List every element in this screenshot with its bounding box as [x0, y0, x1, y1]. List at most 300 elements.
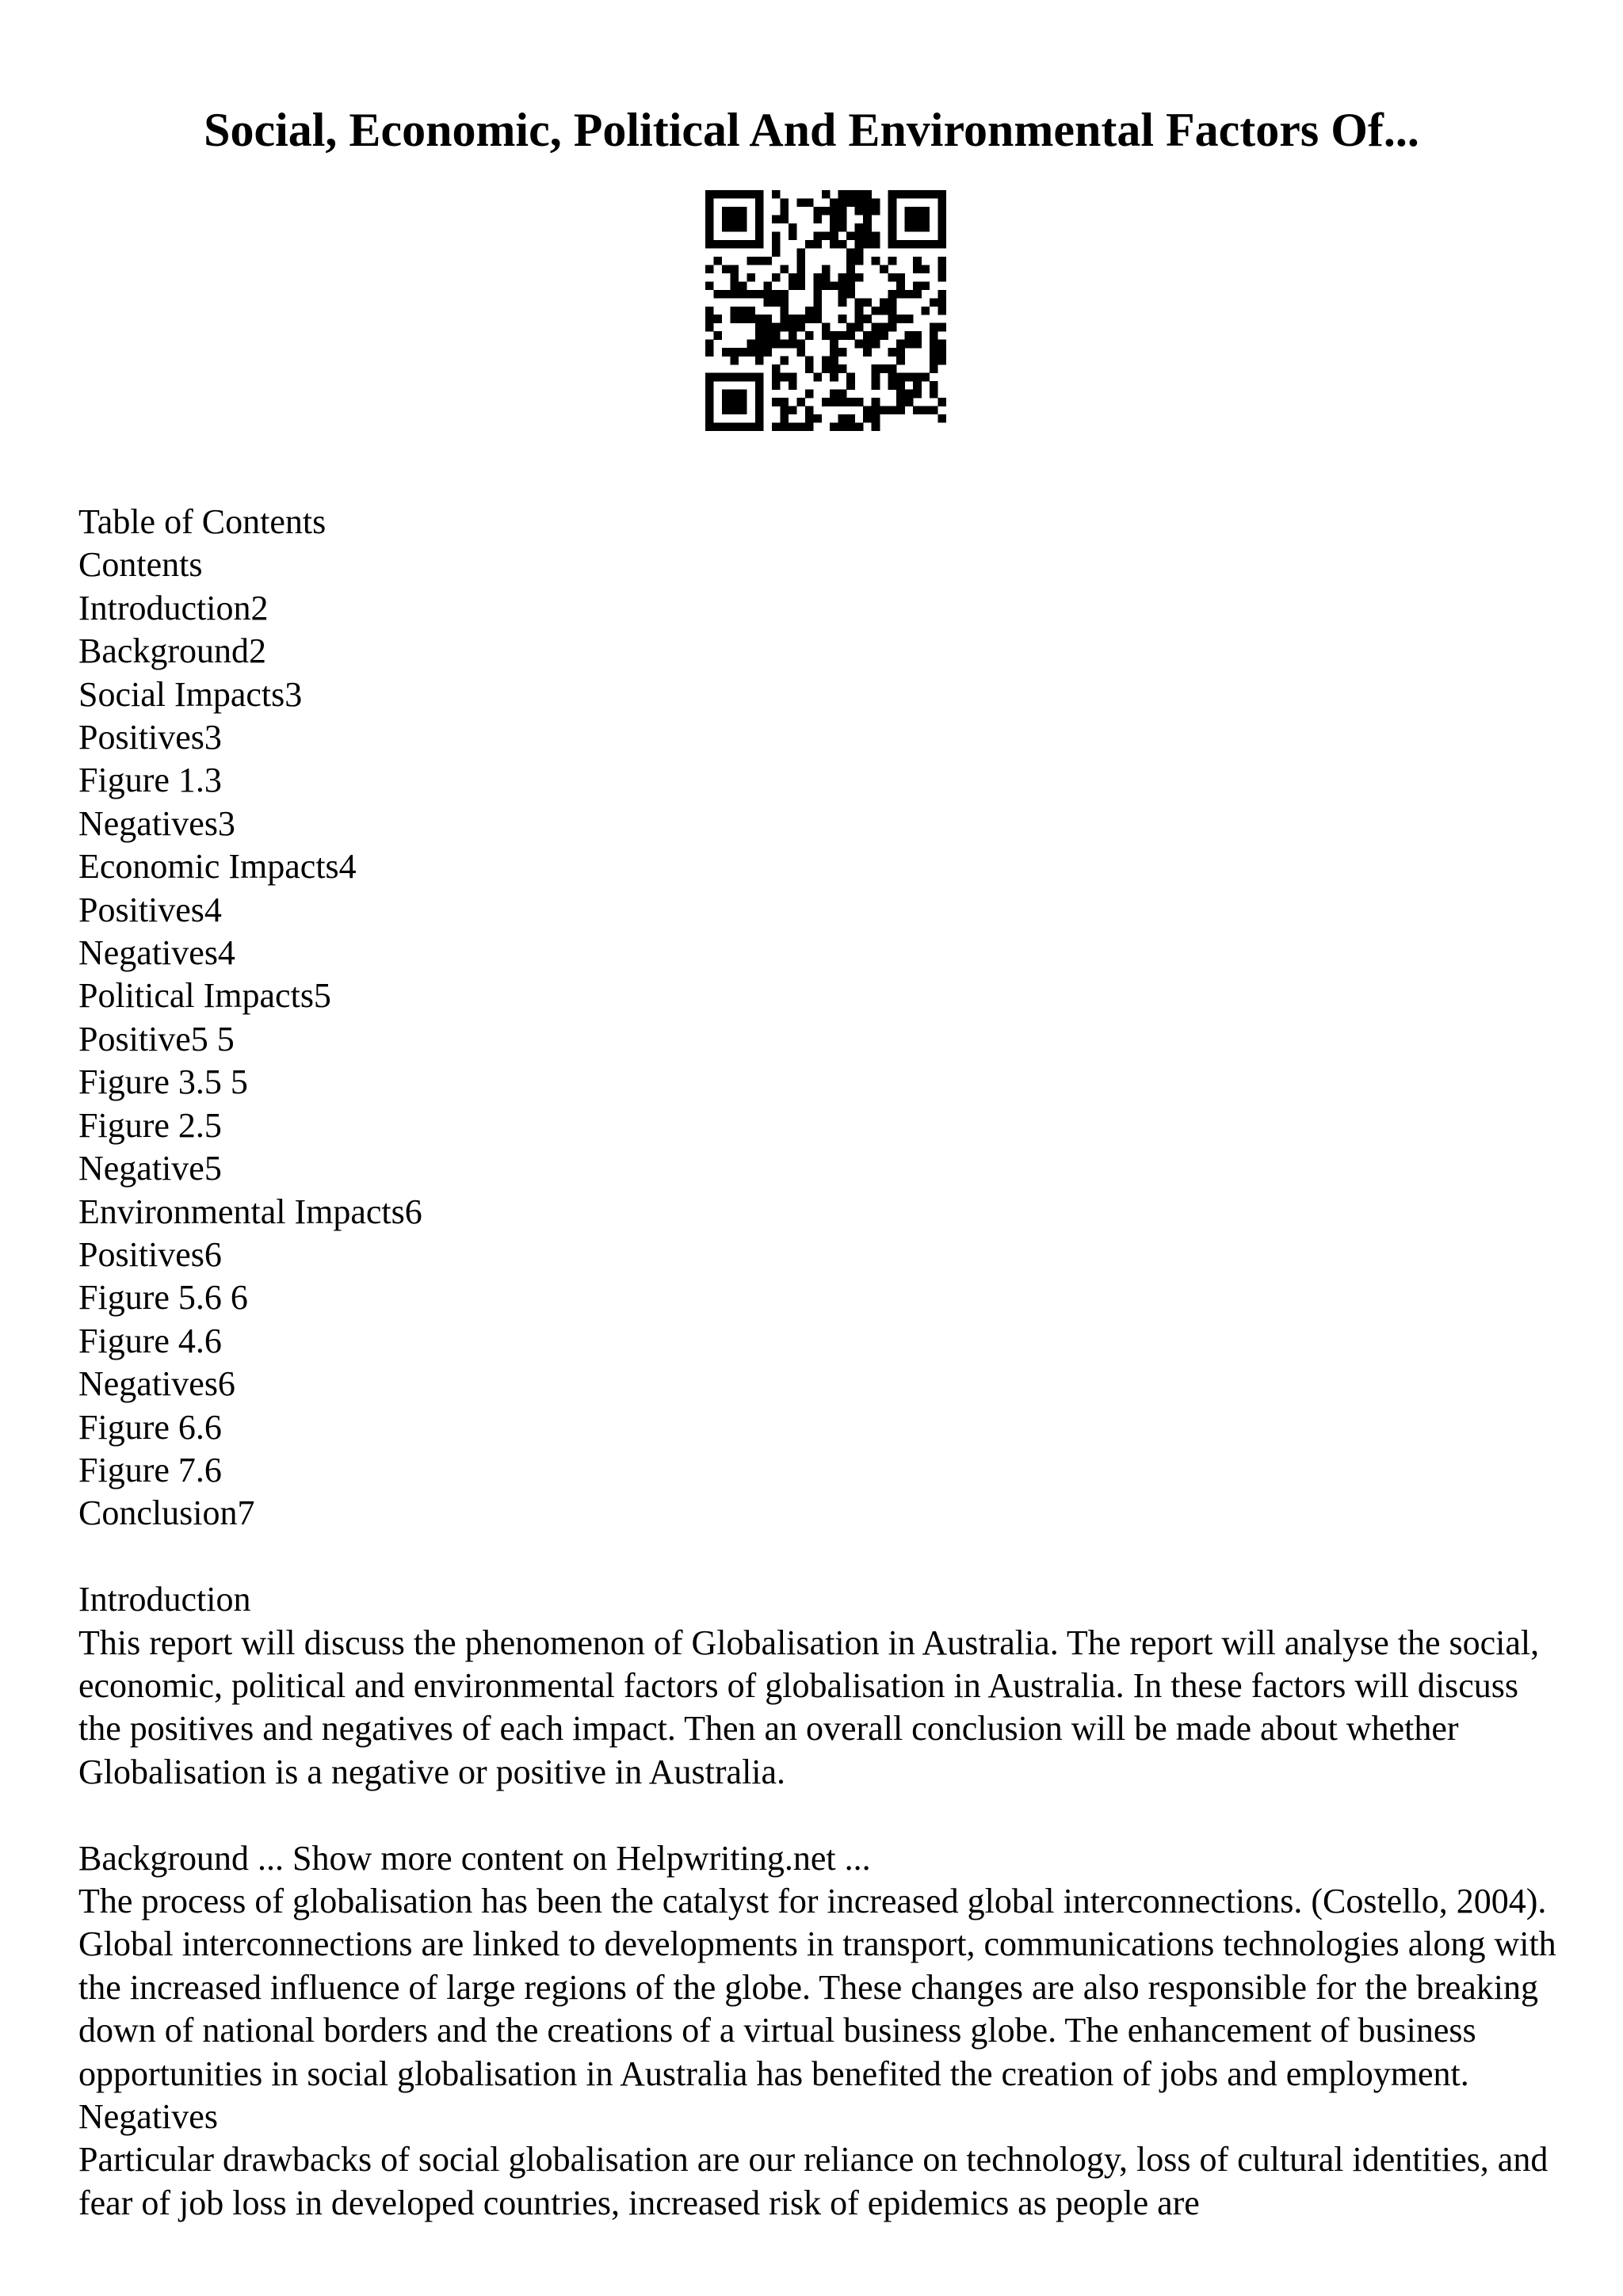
qr-module	[938, 265, 946, 273]
qr-module	[913, 265, 922, 273]
qr-module	[888, 373, 897, 382]
qr-module	[872, 398, 880, 406]
qr-module	[838, 198, 847, 207]
qr-module	[796, 281, 805, 290]
toc-item: Negatives4	[78, 933, 235, 973]
qr-module	[780, 323, 789, 332]
qr-module	[796, 340, 805, 349]
qr-module	[730, 265, 739, 273]
qr-module	[730, 315, 739, 323]
qr-module	[846, 398, 855, 406]
qr-module	[938, 215, 946, 223]
qr-module	[838, 364, 847, 373]
qr-module	[830, 207, 838, 215]
qr-module	[747, 373, 755, 382]
qr-module	[755, 414, 764, 423]
qr-module	[755, 423, 764, 431]
qr-module	[772, 323, 781, 332]
qr-module	[705, 398, 714, 406]
qr-module	[755, 323, 764, 332]
qr-module	[830, 240, 838, 249]
qr-module	[739, 373, 747, 382]
qr-module	[705, 340, 714, 349]
qr-module	[789, 331, 797, 340]
qr-module	[846, 381, 855, 390]
qr-module	[855, 273, 864, 282]
qr-module	[905, 290, 914, 299]
qr-module	[913, 331, 922, 340]
qr-module	[846, 414, 855, 423]
qr-module	[705, 223, 714, 232]
qr-module	[872, 381, 880, 390]
qr-module	[789, 281, 797, 290]
qr-module	[880, 331, 888, 340]
qr-module	[846, 323, 855, 332]
qr-module	[772, 215, 781, 223]
qr-module	[813, 281, 822, 290]
toc-item: Figure 1.3	[78, 761, 222, 800]
qr-module	[896, 398, 905, 406]
qr-module	[705, 373, 714, 382]
toc-item: Figure 4.6	[78, 1321, 222, 1360]
qr-module	[739, 281, 747, 290]
qr-module	[713, 290, 722, 299]
qr-module	[813, 315, 822, 323]
qr-module	[938, 323, 946, 332]
qr-module	[730, 398, 739, 406]
qr-module	[838, 215, 847, 223]
qr-module	[830, 223, 838, 232]
qr-module	[846, 257, 855, 265]
qr-module	[938, 307, 946, 315]
qr-module	[830, 357, 838, 365]
qr-module	[913, 373, 922, 382]
qr-module	[830, 423, 838, 431]
qr-module	[922, 215, 930, 223]
qr-module	[813, 215, 822, 223]
qr-module	[838, 290, 847, 299]
qr-module	[905, 207, 914, 215]
qr-module	[863, 223, 872, 232]
qr-module	[938, 298, 946, 307]
toc-item: Political Impacts5	[78, 976, 331, 1016]
qr-module	[896, 190, 905, 199]
qr-module	[822, 207, 831, 215]
qr-module	[813, 207, 822, 215]
qr-module	[763, 340, 772, 349]
qr-module	[722, 265, 731, 273]
qr-module	[896, 381, 905, 390]
background-section	[78, 1837, 1560, 2225]
qr-module	[705, 190, 714, 199]
qr-module	[888, 348, 897, 357]
qr-module	[813, 273, 822, 282]
qr-module	[705, 207, 714, 215]
qr-module	[838, 348, 847, 357]
toc-heading: Table of Contents	[78, 502, 327, 541]
qr-module	[855, 323, 864, 332]
qr-module	[905, 215, 914, 223]
qr-module	[855, 398, 864, 406]
qr-module	[846, 248, 855, 257]
qr-module	[880, 265, 888, 273]
qr-module	[913, 340, 922, 349]
qr-module	[789, 373, 797, 382]
qr-module	[863, 406, 872, 415]
qr-module	[913, 223, 922, 232]
spacer	[78, 1535, 1560, 1578]
qr-module	[755, 331, 764, 340]
qr-module	[822, 331, 831, 340]
qr-module	[855, 307, 864, 315]
qr-module	[822, 231, 831, 240]
qr-module	[722, 190, 731, 199]
qr-module	[938, 414, 946, 423]
qr-module	[780, 298, 789, 307]
qr-module	[913, 190, 922, 199]
qr-module	[888, 323, 897, 332]
qr-module	[905, 331, 914, 340]
qr-module	[872, 307, 880, 315]
qr-module	[913, 281, 922, 290]
qr-module	[822, 190, 831, 199]
qr-module	[755, 290, 764, 299]
qr-module	[905, 190, 914, 199]
qr-module	[805, 307, 814, 315]
qr-module	[888, 315, 897, 323]
qr-module	[838, 414, 847, 423]
qr-module	[888, 381, 897, 390]
qr-module	[838, 281, 847, 290]
qr-module	[838, 398, 847, 406]
qr-module	[755, 198, 764, 207]
qr-module	[780, 357, 789, 365]
qr-module	[913, 257, 922, 265]
qr-module	[789, 406, 797, 415]
qr-module	[830, 340, 838, 349]
toc-item: Figure 2.5	[78, 1105, 222, 1145]
qr-module	[755, 398, 764, 406]
qr-module	[872, 340, 880, 349]
paragraph: This report will discuss the phenomenon of Globalisation in Australia. The report will analyse the social, economic, political and environmental factors of globalisation in Australia. In these factors will discuss the positives and negatives of each impact. Then an overall conclusion will be made about whether Globalisation is a negative or positive in Australia.	[78, 1623, 1540, 1791]
qr-module	[739, 223, 747, 232]
qr-module	[896, 406, 905, 415]
qr-module	[780, 414, 789, 423]
qr-module	[705, 231, 714, 240]
qr-module	[780, 265, 789, 273]
introduction-section	[78, 1578, 1560, 1794]
qr-module	[905, 340, 914, 349]
qr-module	[846, 231, 855, 240]
qr-module	[730, 273, 739, 282]
qr-code-image	[705, 190, 946, 431]
qr-module	[888, 240, 897, 249]
qr-module	[855, 231, 864, 240]
qr-module	[780, 423, 789, 431]
qr-module	[846, 331, 855, 340]
qr-module	[789, 223, 797, 232]
qr-module	[813, 414, 822, 423]
qr-module	[813, 298, 822, 307]
qr-module	[739, 406, 747, 415]
qr-module	[796, 323, 805, 332]
qr-module	[855, 207, 864, 215]
qr-module	[863, 315, 872, 323]
qr-module	[822, 364, 831, 373]
qr-module	[930, 381, 938, 390]
qr-module	[772, 190, 781, 199]
qr-module	[747, 190, 755, 199]
qr-module	[838, 315, 847, 323]
qr-module	[722, 373, 731, 382]
qr-module	[938, 340, 946, 349]
qr-module	[930, 406, 938, 415]
qr-module	[930, 190, 938, 199]
qr-module	[805, 390, 814, 399]
qr-module	[747, 240, 755, 249]
qr-module	[772, 331, 781, 340]
qr-module	[888, 364, 897, 373]
qr-module	[938, 207, 946, 215]
qr-module	[755, 223, 764, 232]
qr-module	[780, 315, 789, 323]
qr-module	[796, 265, 805, 273]
qr-module	[705, 265, 714, 273]
qr-module	[888, 207, 897, 215]
qr-module	[822, 281, 831, 290]
qr-module	[913, 381, 922, 390]
toc-item: Positives4	[78, 890, 222, 929]
qr-module	[747, 257, 755, 265]
qr-module	[930, 340, 938, 349]
qr-module	[763, 348, 772, 357]
qr-module	[905, 223, 914, 232]
qr-module	[747, 423, 755, 431]
qr-module	[888, 190, 897, 199]
qr-module	[755, 390, 764, 399]
toc-item: Economic Impacts4	[78, 847, 357, 887]
qr-module	[838, 390, 847, 399]
qr-module	[930, 357, 938, 365]
qr-module	[780, 373, 789, 382]
qr-module	[938, 357, 946, 365]
qr-module	[796, 348, 805, 357]
qr-module	[880, 364, 888, 373]
qr-module	[830, 390, 838, 399]
qr-module	[796, 273, 805, 282]
qr-module	[846, 273, 855, 282]
qr-module	[938, 257, 946, 265]
qr-module	[888, 290, 897, 299]
qr-module	[739, 207, 747, 215]
qr-module	[730, 423, 739, 431]
qr-module	[830, 198, 838, 207]
qr-module	[838, 273, 847, 282]
show-more-line: Background ... Show more content on Helpwriting.net ...	[78, 1838, 871, 1878]
qr-module	[863, 190, 872, 199]
qr-module	[713, 190, 722, 199]
qr-module	[922, 240, 930, 249]
qr-module	[772, 240, 781, 249]
qr-module	[822, 357, 831, 365]
qr-module	[722, 215, 731, 223]
qr-module	[888, 198, 897, 207]
qr-module	[822, 273, 831, 282]
qr-module	[705, 348, 714, 357]
qr-module	[880, 298, 888, 307]
qr-module	[830, 373, 838, 382]
qr-module	[805, 414, 814, 423]
qr-module	[938, 190, 946, 199]
qr-module	[896, 390, 905, 399]
qr-module	[922, 281, 930, 290]
qr-module	[739, 290, 747, 299]
qr-module	[796, 315, 805, 323]
qr-module	[813, 240, 822, 249]
qr-module	[863, 215, 872, 223]
qr-module	[872, 231, 880, 240]
qr-module	[763, 315, 772, 323]
toc-item: Positives6	[78, 1234, 222, 1274]
qr-module	[855, 340, 864, 349]
qr-module	[755, 215, 764, 223]
qr-module	[772, 273, 781, 282]
qr-module	[747, 315, 755, 323]
qr-module	[772, 248, 781, 257]
toc-item: Contents	[78, 545, 203, 585]
qr-module	[755, 231, 764, 240]
qr-module	[805, 364, 814, 373]
qr-module	[755, 315, 764, 323]
qr-module	[872, 373, 880, 382]
qr-module	[855, 257, 864, 265]
qr-module	[763, 290, 772, 299]
qr-module	[755, 381, 764, 390]
qr-module	[822, 398, 831, 406]
toc-item: Conclusion7	[78, 1493, 255, 1533]
qr-module	[930, 240, 938, 249]
qr-module	[730, 281, 739, 290]
qr-module	[755, 373, 764, 382]
qr-module	[938, 290, 946, 299]
qr-module	[872, 198, 880, 207]
qr-module	[705, 198, 714, 207]
qr-module	[730, 373, 739, 382]
qr-module	[846, 198, 855, 207]
toc-item: Positives3	[78, 718, 222, 757]
qr-module	[838, 423, 847, 431]
qr-module	[730, 406, 739, 415]
qr-module	[722, 223, 731, 232]
qr-module	[772, 298, 781, 307]
qr-module	[830, 231, 838, 240]
qr-module	[722, 290, 731, 299]
qr-module	[838, 240, 847, 249]
qr-module	[830, 398, 838, 406]
qr-module	[739, 398, 747, 406]
qr-module	[905, 390, 914, 399]
qr-module	[805, 331, 814, 340]
toc-item: Figure 3.5 5	[78, 1062, 248, 1102]
qr-module	[789, 323, 797, 332]
qr-module	[880, 406, 888, 415]
qr-module	[722, 406, 731, 415]
toc-item: Environmental Impacts6	[78, 1192, 422, 1231]
qr-module	[755, 357, 764, 365]
qr-module	[705, 390, 714, 399]
qr-module	[905, 398, 914, 406]
qr-module	[713, 331, 722, 340]
qr-module	[780, 398, 789, 406]
qr-module	[747, 307, 755, 315]
qr-module	[930, 323, 938, 332]
qr-module	[880, 307, 888, 315]
paragraph: The process of globalisation has been the catalyst for increased global interconnections. (Costello, 2004). Global interconnections are linked to developments in transport, communications technologies along with the increased influence of large regions of the globe. These changes are also responsible for the breaking down of national borders and the creations of a virtual business globe. The enhancement of business opportunities in social globalisation in Australia has benefited the creation of jobs and employment.	[78, 1881, 1556, 2093]
qr-module	[830, 331, 838, 340]
qr-module	[705, 215, 714, 223]
qr-module	[872, 331, 880, 340]
qr-module	[846, 290, 855, 299]
qr-module	[730, 357, 739, 365]
qr-module	[813, 373, 822, 382]
qr-module	[888, 406, 897, 415]
qr-module	[805, 198, 814, 207]
qr-module	[872, 207, 880, 215]
qr-module	[830, 364, 838, 373]
qr-module	[846, 190, 855, 199]
qr-module	[855, 198, 864, 207]
qr-module	[938, 273, 946, 282]
qr-module	[922, 223, 930, 232]
qr-module	[896, 315, 905, 323]
qr-module	[730, 215, 739, 223]
qr-module	[780, 215, 789, 223]
qr-module	[896, 373, 905, 382]
qr-module	[830, 348, 838, 357]
qr-module	[872, 240, 880, 249]
qr-module	[705, 281, 714, 290]
qr-module	[930, 364, 938, 373]
section-heading: Introduction	[78, 1580, 251, 1619]
qr-module	[705, 406, 714, 415]
qr-module	[789, 231, 797, 240]
qr-module	[872, 364, 880, 373]
qr-module	[713, 240, 722, 249]
qr-module	[905, 240, 914, 249]
toc-item: Figure 5.6 6	[78, 1278, 248, 1318]
qr-module	[888, 223, 897, 232]
page-title: Social, Economic, Political And Environmental Factors Of...	[204, 104, 1419, 156]
qr-module	[863, 414, 872, 423]
qr-module	[730, 240, 739, 249]
qr-module	[863, 207, 872, 215]
qr-module	[922, 265, 930, 273]
qr-module	[713, 373, 722, 382]
qr-module	[888, 307, 897, 315]
qr-module	[780, 207, 789, 215]
qr-module	[747, 340, 755, 349]
qr-module	[772, 423, 781, 431]
qr-module	[855, 315, 864, 323]
qr-module	[730, 223, 739, 232]
qr-module	[739, 423, 747, 431]
qr-module	[872, 414, 880, 423]
qr-module	[722, 348, 731, 357]
document-body	[78, 501, 1560, 2225]
qr-module	[705, 315, 714, 323]
qr-module	[805, 240, 814, 249]
qr-module	[739, 240, 747, 249]
